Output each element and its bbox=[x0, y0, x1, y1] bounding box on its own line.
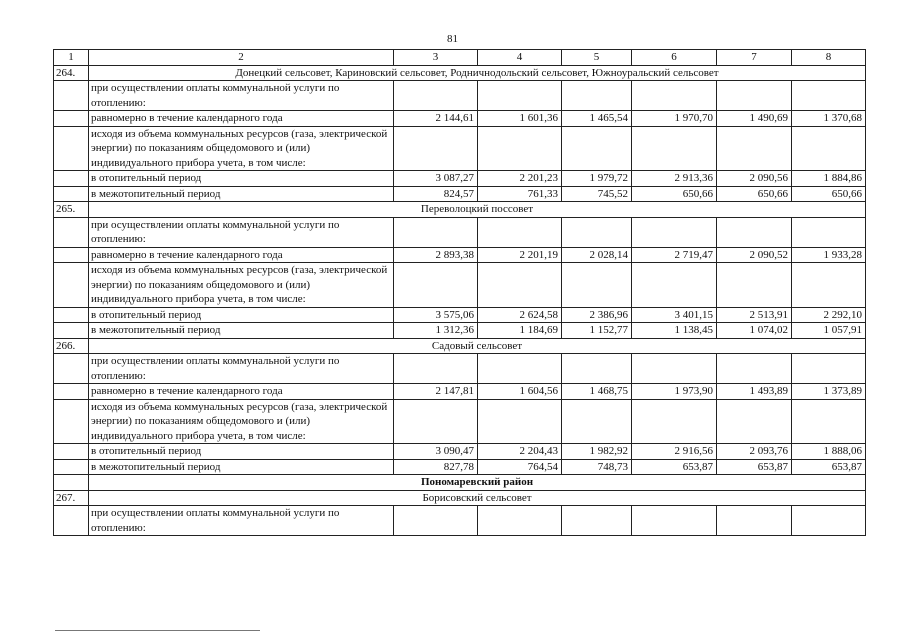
header-cell: 5 bbox=[562, 50, 632, 66]
value-cell bbox=[394, 217, 478, 247]
value-cell bbox=[394, 263, 478, 308]
section-index: 265. bbox=[54, 202, 89, 218]
value-cell: 1 468,75 bbox=[562, 384, 632, 400]
value-cell: 827,78 bbox=[394, 459, 478, 475]
value-cell: 1 979,72 bbox=[562, 171, 632, 187]
row-description: в отопительный период bbox=[89, 444, 394, 460]
row-description: при осуществлении оплаты коммунальной услуги по отоплению: bbox=[89, 354, 394, 384]
value-cell bbox=[562, 81, 632, 111]
row-index-cell bbox=[54, 459, 89, 475]
row-description: при осуществлении оплаты коммунальной услуги по отоплению: bbox=[89, 81, 394, 111]
value-cell: 653,87 bbox=[632, 459, 717, 475]
table-row bbox=[54, 323, 866, 339]
section-title-row bbox=[54, 65, 866, 81]
value-cell: 2 147,81 bbox=[394, 384, 478, 400]
value-cell: 1 465,54 bbox=[562, 111, 632, 127]
value-cell: 761,33 bbox=[478, 186, 562, 202]
value-cell: 650,66 bbox=[632, 186, 717, 202]
value-cell: 1 138,45 bbox=[632, 323, 717, 339]
value-cell bbox=[792, 399, 866, 444]
row-description: исходя из объема коммунальных ресурсов (газа, электрической энергии) по показаниям общедомового и (или) индивидуального прибора учета, в том числе: bbox=[89, 126, 394, 171]
value-cell bbox=[632, 399, 717, 444]
table-row bbox=[54, 506, 866, 536]
value-cell: 2 719,47 bbox=[632, 247, 717, 263]
district-row bbox=[54, 475, 866, 491]
section-title: Переволоцкий поссовет bbox=[89, 202, 866, 218]
value-cell bbox=[792, 81, 866, 111]
header-cell: 4 bbox=[478, 50, 562, 66]
header-cell: 7 bbox=[717, 50, 792, 66]
value-cell: 1 884,86 bbox=[792, 171, 866, 187]
value-cell: 1 970,70 bbox=[632, 111, 717, 127]
value-cell: 653,87 bbox=[717, 459, 792, 475]
value-cell bbox=[478, 126, 562, 171]
value-cell: 1 057,91 bbox=[792, 323, 866, 339]
value-cell bbox=[562, 399, 632, 444]
value-cell: 2 144,61 bbox=[394, 111, 478, 127]
row-index-cell bbox=[54, 263, 89, 308]
value-cell: 1 074,02 bbox=[717, 323, 792, 339]
row-description: равномерно в течение календарного года bbox=[89, 111, 394, 127]
table-row bbox=[54, 171, 866, 187]
value-cell bbox=[632, 506, 717, 536]
table-row bbox=[54, 354, 866, 384]
table-row bbox=[54, 459, 866, 475]
value-cell: 3 087,27 bbox=[394, 171, 478, 187]
value-cell: 653,87 bbox=[792, 459, 866, 475]
value-cell: 1 152,77 bbox=[562, 323, 632, 339]
row-description: равномерно в течение календарного года bbox=[89, 384, 394, 400]
value-cell bbox=[632, 126, 717, 171]
row-index-cell bbox=[54, 399, 89, 444]
value-cell bbox=[632, 217, 717, 247]
value-cell: 2 093,76 bbox=[717, 444, 792, 460]
table-row bbox=[54, 217, 866, 247]
value-cell: 824,57 bbox=[394, 186, 478, 202]
row-description: в отопительный период bbox=[89, 307, 394, 323]
row-index-cell bbox=[54, 323, 89, 339]
value-cell bbox=[717, 81, 792, 111]
row-description: исходя из объема коммунальных ресурсов (газа, электрической энергии) по показаниям общедомового и (или) индивидуального прибора учета, в том числе: bbox=[89, 263, 394, 308]
value-cell: 764,54 bbox=[478, 459, 562, 475]
value-cell bbox=[792, 217, 866, 247]
row-index-cell bbox=[54, 307, 89, 323]
row-description: при осуществлении оплаты коммунальной услуги по отоплению: bbox=[89, 217, 394, 247]
row-description: при осуществлении оплаты коммунальной услуги по отоплению: bbox=[89, 506, 394, 536]
value-cell bbox=[717, 217, 792, 247]
value-cell: 2 201,19 bbox=[478, 247, 562, 263]
section-title: Садовый сельсовет bbox=[89, 338, 866, 354]
value-cell: 1 312,36 bbox=[394, 323, 478, 339]
value-cell bbox=[394, 399, 478, 444]
value-cell: 2 090,56 bbox=[717, 171, 792, 187]
value-cell bbox=[632, 354, 717, 384]
row-index-cell bbox=[54, 247, 89, 263]
value-cell bbox=[562, 263, 632, 308]
value-cell: 1 373,89 bbox=[792, 384, 866, 400]
value-cell bbox=[562, 126, 632, 171]
value-cell: 1 604,56 bbox=[478, 384, 562, 400]
section-title: Донецкий сельсовет, Кариновский сельсовет, Родничнодольский сельсовет, Южноуральский сельсовет bbox=[89, 65, 866, 81]
value-cell bbox=[562, 506, 632, 536]
value-cell: 2 916,56 bbox=[632, 444, 717, 460]
tariff-table bbox=[53, 49, 866, 536]
value-cell bbox=[717, 354, 792, 384]
value-cell: 1 973,90 bbox=[632, 384, 717, 400]
value-cell bbox=[792, 263, 866, 308]
table-row bbox=[54, 399, 866, 444]
header-cell: 8 bbox=[792, 50, 866, 66]
value-cell: 1 601,36 bbox=[478, 111, 562, 127]
value-cell: 1 933,28 bbox=[792, 247, 866, 263]
table-body bbox=[54, 50, 866, 536]
value-cell: 2 090,52 bbox=[717, 247, 792, 263]
value-cell bbox=[394, 81, 478, 111]
value-cell: 1 184,69 bbox=[478, 323, 562, 339]
value-cell: 2 513,91 bbox=[717, 307, 792, 323]
row-index-cell bbox=[54, 354, 89, 384]
row-index-cell bbox=[54, 217, 89, 247]
header-cell: 6 bbox=[632, 50, 717, 66]
value-cell: 2 292,10 bbox=[792, 307, 866, 323]
table-row bbox=[54, 111, 866, 127]
value-cell bbox=[632, 263, 717, 308]
row-description: в отопительный период bbox=[89, 171, 394, 187]
header-cell: 2 bbox=[89, 50, 394, 66]
value-cell: 2 893,38 bbox=[394, 247, 478, 263]
section-index: 266. bbox=[54, 338, 89, 354]
value-cell bbox=[562, 354, 632, 384]
value-cell: 1 888,06 bbox=[792, 444, 866, 460]
district-index-cell bbox=[54, 475, 89, 491]
value-cell: 2 028,14 bbox=[562, 247, 632, 263]
value-cell bbox=[717, 506, 792, 536]
header-cell: 3 bbox=[394, 50, 478, 66]
table-row bbox=[54, 81, 866, 111]
section-title-row bbox=[54, 338, 866, 354]
value-cell bbox=[792, 354, 866, 384]
footnote-divider bbox=[55, 630, 260, 631]
value-cell bbox=[632, 81, 717, 111]
value-cell: 3 401,15 bbox=[632, 307, 717, 323]
table-row bbox=[54, 247, 866, 263]
value-cell: 1 490,69 bbox=[717, 111, 792, 127]
row-description: исходя из объема коммунальных ресурсов (газа, электрической энергии) по показаниям общедомового и (или) индивидуального прибора учета, в том числе: bbox=[89, 399, 394, 444]
value-cell bbox=[394, 354, 478, 384]
header-row bbox=[54, 50, 866, 66]
row-index-cell bbox=[54, 171, 89, 187]
section-index: 267. bbox=[54, 490, 89, 506]
header-cell: 1 bbox=[54, 50, 89, 66]
value-cell: 2 386,96 bbox=[562, 307, 632, 323]
table-row bbox=[54, 384, 866, 400]
value-cell bbox=[717, 399, 792, 444]
value-cell: 650,66 bbox=[792, 186, 866, 202]
value-cell bbox=[394, 506, 478, 536]
value-cell: 650,66 bbox=[717, 186, 792, 202]
value-cell bbox=[394, 126, 478, 171]
district-title: Пономаревский район bbox=[89, 475, 866, 491]
row-description: в межотопительный период bbox=[89, 459, 394, 475]
value-cell bbox=[717, 263, 792, 308]
row-index-cell bbox=[54, 126, 89, 171]
value-cell bbox=[478, 399, 562, 444]
value-cell: 1 493,89 bbox=[717, 384, 792, 400]
value-cell: 745,52 bbox=[562, 186, 632, 202]
value-cell: 1 982,92 bbox=[562, 444, 632, 460]
row-index-cell bbox=[54, 186, 89, 202]
value-cell bbox=[717, 126, 792, 171]
value-cell: 1 370,68 bbox=[792, 111, 866, 127]
page-number: 81 bbox=[447, 33, 458, 45]
table-row bbox=[54, 263, 866, 308]
value-cell: 3 575,06 bbox=[394, 307, 478, 323]
value-cell bbox=[792, 126, 866, 171]
row-index-cell bbox=[54, 444, 89, 460]
section-title-row bbox=[54, 490, 866, 506]
row-description: в межотопительный период bbox=[89, 323, 394, 339]
section-title: Борисовский сельсовет bbox=[89, 490, 866, 506]
row-index-cell bbox=[54, 384, 89, 400]
value-cell: 748,73 bbox=[562, 459, 632, 475]
table-row bbox=[54, 126, 866, 171]
value-cell: 2 913,36 bbox=[632, 171, 717, 187]
value-cell bbox=[562, 217, 632, 247]
value-cell bbox=[478, 263, 562, 308]
row-index-cell bbox=[54, 506, 89, 536]
table-row bbox=[54, 444, 866, 460]
row-description: равномерно в течение календарного года bbox=[89, 247, 394, 263]
row-description: в межотопительный период bbox=[89, 186, 394, 202]
value-cell bbox=[478, 81, 562, 111]
value-cell: 2 201,23 bbox=[478, 171, 562, 187]
value-cell bbox=[478, 506, 562, 536]
value-cell bbox=[792, 506, 866, 536]
row-index-cell bbox=[54, 81, 89, 111]
section-index: 264. bbox=[54, 65, 89, 81]
value-cell bbox=[478, 217, 562, 247]
value-cell: 3 090,47 bbox=[394, 444, 478, 460]
value-cell: 2 204,43 bbox=[478, 444, 562, 460]
row-index-cell bbox=[54, 111, 89, 127]
table-row bbox=[54, 186, 866, 202]
value-cell bbox=[478, 354, 562, 384]
value-cell: 2 624,58 bbox=[478, 307, 562, 323]
table-row bbox=[54, 307, 866, 323]
section-title-row bbox=[54, 202, 866, 218]
